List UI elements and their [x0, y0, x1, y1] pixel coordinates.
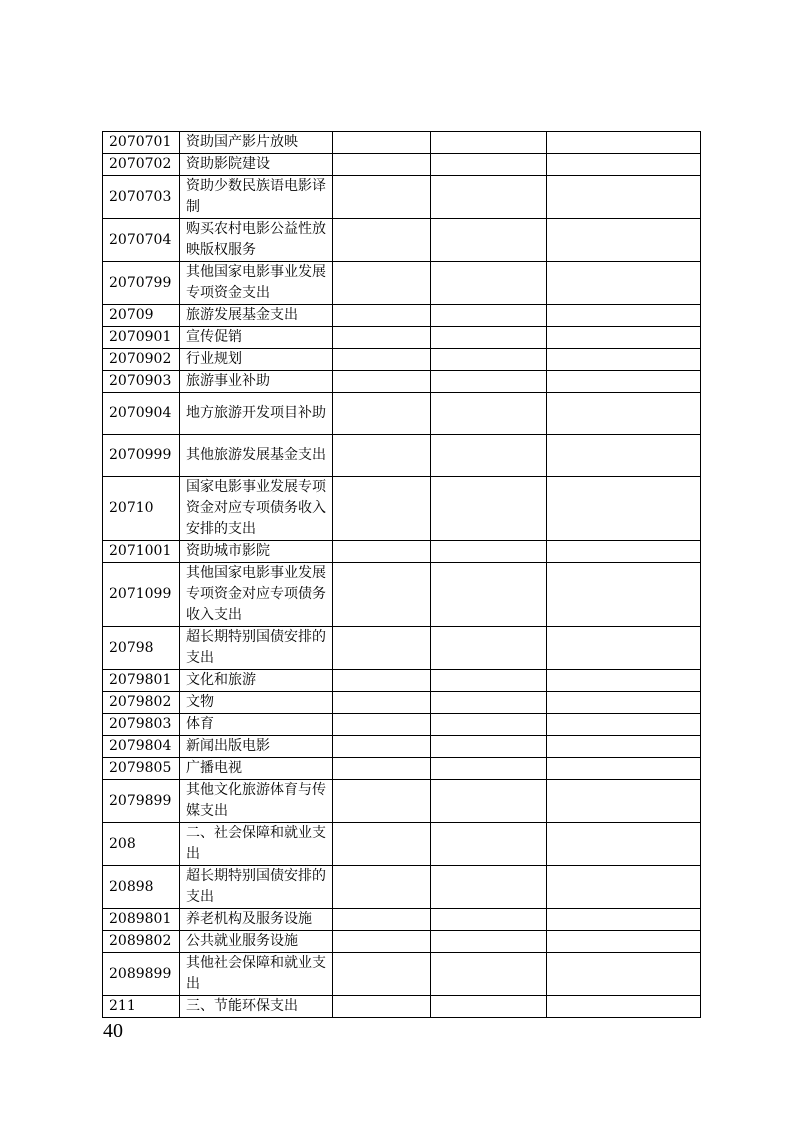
row-name: 旅游事业补助 — [180, 371, 333, 393]
empty-value-cell — [333, 477, 431, 541]
table-row — [103, 132, 701, 154]
empty-value-cell — [547, 780, 701, 823]
row-name: 公共就业服务设施 — [180, 931, 333, 953]
table-row — [103, 692, 701, 714]
empty-value-cell — [333, 262, 431, 305]
empty-value-cell — [431, 541, 547, 563]
table-row — [103, 996, 701, 1018]
empty-value-cell — [431, 563, 547, 627]
empty-value-cell — [547, 996, 701, 1018]
empty-value-cell — [547, 714, 701, 736]
empty-value-cell — [431, 931, 547, 953]
empty-value-cell — [333, 758, 431, 780]
row-code: 2079804 — [103, 736, 180, 758]
empty-value-cell — [333, 909, 431, 931]
empty-value-cell — [547, 909, 701, 931]
row-code: 2089899 — [103, 953, 180, 996]
empty-value-cell — [333, 627, 431, 670]
empty-value-cell — [431, 262, 547, 305]
empty-value-cell — [333, 780, 431, 823]
empty-value-cell — [547, 219, 701, 262]
table-row — [103, 823, 701, 866]
table-row — [103, 219, 701, 262]
empty-value-cell — [547, 154, 701, 176]
row-name: 资助国产影片放映 — [180, 132, 333, 154]
empty-value-cell — [431, 780, 547, 823]
row-code: 2070999 — [103, 435, 180, 477]
row-name: 国家电影事业发展专项资金对应专项债务收入安排的支出 — [180, 477, 333, 541]
page-number: 40 — [103, 1020, 123, 1042]
empty-value-cell — [547, 262, 701, 305]
empty-value-cell — [333, 435, 431, 477]
empty-value-cell — [333, 327, 431, 349]
row-code: 20710 — [103, 477, 180, 541]
empty-value-cell — [547, 435, 701, 477]
empty-value-cell — [333, 219, 431, 262]
empty-value-cell — [431, 393, 547, 435]
empty-value-cell — [431, 219, 547, 262]
empty-value-cell — [547, 692, 701, 714]
row-name: 其他国家电影事业发展专项资金支出 — [180, 262, 333, 305]
empty-value-cell — [333, 996, 431, 1018]
table-row — [103, 435, 701, 477]
empty-value-cell — [333, 714, 431, 736]
empty-value-cell — [333, 931, 431, 953]
empty-value-cell — [431, 176, 547, 219]
empty-value-cell — [547, 477, 701, 541]
empty-value-cell — [547, 132, 701, 154]
empty-value-cell — [333, 670, 431, 692]
table-row — [103, 736, 701, 758]
empty-value-cell — [431, 953, 547, 996]
empty-value-cell — [547, 670, 701, 692]
row-code: 2070702 — [103, 154, 180, 176]
row-code: 2079805 — [103, 758, 180, 780]
empty-value-cell — [547, 371, 701, 393]
table-row — [103, 327, 701, 349]
row-code: 2071001 — [103, 541, 180, 563]
table-body — [103, 132, 701, 1018]
empty-value-cell — [547, 758, 701, 780]
empty-value-cell — [547, 823, 701, 866]
empty-value-cell — [333, 692, 431, 714]
empty-value-cell — [547, 563, 701, 627]
empty-value-cell — [431, 996, 547, 1018]
row-name: 养老机构及服务设施 — [180, 909, 333, 931]
row-name: 二、社会保障和就业支出 — [180, 823, 333, 866]
empty-value-cell — [547, 931, 701, 953]
row-name: 其他社会保障和就业支出 — [180, 953, 333, 996]
table-row — [103, 262, 701, 305]
row-code: 211 — [103, 996, 180, 1018]
empty-value-cell — [431, 349, 547, 371]
empty-value-cell — [333, 154, 431, 176]
row-code: 2089801 — [103, 909, 180, 931]
empty-value-cell — [431, 714, 547, 736]
empty-value-cell — [547, 736, 701, 758]
row-name: 其他国家电影事业发展专项资金对应专项债务收入支出 — [180, 563, 333, 627]
empty-value-cell — [431, 909, 547, 931]
empty-value-cell — [431, 305, 547, 327]
row-code: 2070704 — [103, 219, 180, 262]
empty-value-cell — [333, 393, 431, 435]
row-code: 20798 — [103, 627, 180, 670]
row-code: 2079801 — [103, 670, 180, 692]
table-row — [103, 758, 701, 780]
empty-value-cell — [333, 349, 431, 371]
table-row — [103, 909, 701, 931]
row-name: 三、节能环保支出 — [180, 996, 333, 1018]
empty-value-cell — [333, 176, 431, 219]
empty-value-cell — [547, 305, 701, 327]
empty-value-cell — [333, 563, 431, 627]
table-row — [103, 780, 701, 823]
row-code: 2070903 — [103, 371, 180, 393]
empty-value-cell — [547, 866, 701, 909]
row-name: 文化和旅游 — [180, 670, 333, 692]
row-code: 2079802 — [103, 692, 180, 714]
empty-value-cell — [547, 541, 701, 563]
table-row — [103, 866, 701, 909]
table-row — [103, 931, 701, 953]
empty-value-cell — [333, 305, 431, 327]
empty-value-cell — [431, 477, 547, 541]
row-name: 地方旅游开发项目补助 — [180, 393, 333, 435]
row-name: 超长期特别国债安排的支出 — [180, 627, 333, 670]
table-row — [103, 477, 701, 541]
empty-value-cell — [333, 823, 431, 866]
row-code: 2070701 — [103, 132, 180, 154]
empty-value-cell — [431, 866, 547, 909]
table-row — [103, 953, 701, 996]
empty-value-cell — [431, 327, 547, 349]
row-name: 资助城市影院 — [180, 541, 333, 563]
empty-value-cell — [333, 736, 431, 758]
table-row — [103, 670, 701, 692]
budget-table — [102, 131, 701, 1018]
row-name: 资助影院建设 — [180, 154, 333, 176]
row-name: 体育 — [180, 714, 333, 736]
row-name: 旅游发展基金支出 — [180, 305, 333, 327]
empty-value-cell — [431, 154, 547, 176]
empty-value-cell — [431, 692, 547, 714]
row-name: 超长期特别国债安排的支出 — [180, 866, 333, 909]
empty-value-cell — [333, 953, 431, 996]
table-row — [103, 154, 701, 176]
row-name: 购买农村电影公益性放映版权服务 — [180, 219, 333, 262]
table-row — [103, 176, 701, 219]
row-code: 20709 — [103, 305, 180, 327]
empty-value-cell — [547, 393, 701, 435]
row-code: 2089802 — [103, 931, 180, 953]
row-name: 其他文化旅游体育与传媒支出 — [180, 780, 333, 823]
row-code: 208 — [103, 823, 180, 866]
empty-value-cell — [547, 327, 701, 349]
empty-value-cell — [547, 176, 701, 219]
empty-value-cell — [547, 349, 701, 371]
table-row — [103, 371, 701, 393]
table-row — [103, 305, 701, 327]
row-code: 2071099 — [103, 563, 180, 627]
empty-value-cell — [547, 627, 701, 670]
table-row — [103, 541, 701, 563]
empty-value-cell — [333, 541, 431, 563]
empty-value-cell — [431, 371, 547, 393]
row-name: 行业规划 — [180, 349, 333, 371]
row-code: 2070703 — [103, 176, 180, 219]
empty-value-cell — [333, 866, 431, 909]
empty-value-cell — [431, 823, 547, 866]
table-row — [103, 349, 701, 371]
empty-value-cell — [431, 627, 547, 670]
empty-value-cell — [431, 758, 547, 780]
empty-value-cell — [333, 132, 431, 154]
table-row — [103, 393, 701, 435]
row-name: 其他旅游发展基金支出 — [180, 435, 333, 477]
empty-value-cell — [431, 736, 547, 758]
table-row — [103, 627, 701, 670]
row-name: 资助少数民族语电影译制 — [180, 176, 333, 219]
empty-value-cell — [431, 435, 547, 477]
table-row — [103, 714, 701, 736]
empty-value-cell — [333, 371, 431, 393]
empty-value-cell — [431, 670, 547, 692]
empty-value-cell — [547, 953, 701, 996]
row-code: 2079899 — [103, 780, 180, 823]
row-code: 20898 — [103, 866, 180, 909]
row-code: 2079803 — [103, 714, 180, 736]
row-code: 2070904 — [103, 393, 180, 435]
empty-value-cell — [431, 132, 547, 154]
row-code: 2070902 — [103, 349, 180, 371]
row-code: 2070799 — [103, 262, 180, 305]
row-name: 广播电视 — [180, 758, 333, 780]
table-row — [103, 563, 701, 627]
row-name: 文物 — [180, 692, 333, 714]
row-name: 宣传促销 — [180, 327, 333, 349]
row-code: 2070901 — [103, 327, 180, 349]
row-name: 新闻出版电影 — [180, 736, 333, 758]
